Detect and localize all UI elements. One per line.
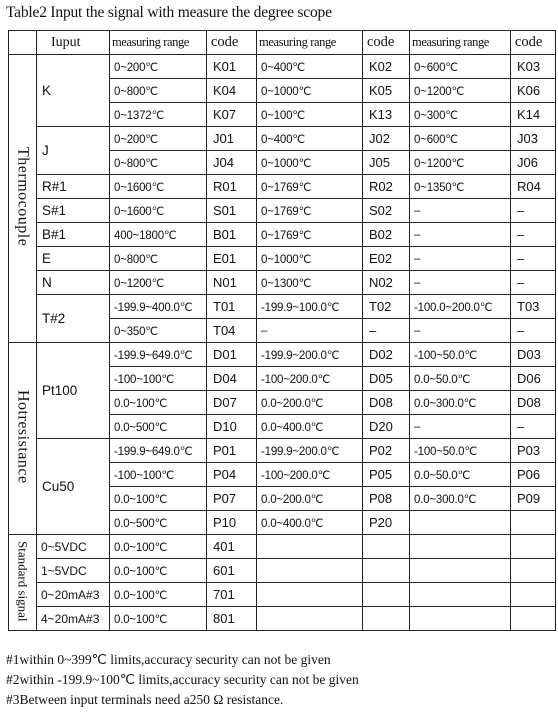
code-cell: P08 [363,487,410,511]
code-cell: D10 [207,415,257,439]
table-row [9,247,556,271]
table-row [9,127,556,151]
code-cell: J05 [363,151,410,175]
code-cell: 601 [207,559,257,583]
code-cell [511,607,556,631]
range-cell: – [410,247,511,271]
range-cell: -199.9~100.0℃ [257,295,363,319]
code-cell: N01 [207,271,257,295]
code-cell: – [511,319,556,343]
range-cell: 0.0~400.0℃ [257,511,363,535]
category-label: Hotresistance [14,390,32,484]
code-cell: D02 [363,343,410,367]
range-cell [410,559,511,583]
input-type-cell: 1~5VDC [37,559,110,583]
range-cell: 0.0~100℃ [110,583,207,607]
range-cell: 0~200℃ [110,55,207,79]
range-cell: -100~50.0℃ [410,439,511,463]
table-title: Table2 Input the signal with measure the degree scope [6,4,332,21]
range-cell: 0~300℃ [410,103,511,127]
table-row [9,583,556,607]
code-cell [363,583,410,607]
code-cell [363,535,410,559]
range-cell: 0.0~50.0℃ [410,367,511,391]
code-cell: J06 [511,151,556,175]
code-cell: T01 [207,295,257,319]
code-cell: B02 [363,223,410,247]
code-cell [363,607,410,631]
code-cell [511,535,556,559]
code-cell: K13 [363,103,410,127]
input-type-cell: Cu50 [37,439,110,535]
table-row [9,223,556,247]
code-cell: P03 [511,439,556,463]
code-cell: D04 [207,367,257,391]
header-row [9,31,556,55]
footnote: #1within 0~399℃ limits,accuracy security can not be given [6,652,331,667]
range-cell: 0~1769℃ [257,223,363,247]
header-corner [9,31,37,55]
code-cell [511,559,556,583]
code-cell: 401 [207,535,257,559]
code-cell: J04 [207,151,257,175]
range-cell [257,559,363,583]
range-cell: 0.0~200.0℃ [257,391,363,415]
code-cell: K02 [363,55,410,79]
range-cell: 0~1000℃ [257,151,363,175]
code-cell: P09 [511,487,556,511]
code-cell: K05 [363,79,410,103]
code-cell: P20 [363,511,410,535]
code-cell: N02 [363,271,410,295]
range-cell: 0~1200℃ [410,151,511,175]
range-cell: – [410,223,511,247]
code-cell: R01 [207,175,257,199]
input-type-cell: T#2 [37,295,110,343]
code-cell [511,511,556,535]
range-cell: -199.9~200.0℃ [257,343,363,367]
input-type-cell: 0~5VDC [37,535,110,559]
footnote: #3Between input terminals need a250 Ω resistance. [6,692,284,707]
code-cell: P07 [207,487,257,511]
code-cell [511,583,556,607]
range-cell: 0~1000℃ [257,247,363,271]
range-cell: 0~400℃ [257,55,363,79]
code-cell: K07 [207,103,257,127]
code-cell: P02 [363,439,410,463]
input-type-cell: 0~20mA#3 [37,583,110,607]
range-cell: 0~1300℃ [257,271,363,295]
code-cell: – [363,319,410,343]
table-row [9,295,556,319]
range-cell: -100~100℃ [110,367,207,391]
range-cell [410,607,511,631]
range-cell: 0~800℃ [110,247,207,271]
code-cell: J02 [363,127,410,151]
table-row [9,439,556,463]
table-row [9,535,556,559]
range-cell: -100.0~200.0℃ [410,295,511,319]
range-cell [257,535,363,559]
range-cell: 0~1769℃ [257,175,363,199]
code-cell: – [511,247,556,271]
category-label: Thermocouple [14,147,32,247]
range-cell: -199.9~649.0℃ [110,439,207,463]
code-cell: P01 [207,439,257,463]
input-type-cell: E [37,247,110,271]
code-cell: R02 [363,175,410,199]
range-cell: 0~800℃ [110,151,207,175]
code-cell: S01 [207,199,257,223]
category-cell [9,55,37,343]
header-code: code [511,31,556,55]
range-cell: 0.0~200.0℃ [257,487,363,511]
range-cell: 0.0~300.0℃ [410,487,511,511]
range-cell: 0~1372℃ [110,103,207,127]
range-cell [257,583,363,607]
range-cell: 0~600℃ [410,55,511,79]
header-code: code [207,31,257,55]
code-cell: T02 [363,295,410,319]
range-cell: 0~400℃ [257,127,363,151]
table-row [9,175,556,199]
range-cell: 0~1200℃ [410,79,511,103]
code-cell: D05 [363,367,410,391]
range-cell: 0.0~100℃ [110,535,207,559]
range-cell: 0.0~500℃ [110,415,207,439]
code-cell: P10 [207,511,257,535]
header-measuring-range: measuring range [110,31,207,55]
code-cell: K03 [511,55,556,79]
range-cell: 0.0~400.0℃ [257,415,363,439]
range-cell: – [410,199,511,223]
range-cell [257,607,363,631]
code-cell: E02 [363,247,410,271]
code-cell: J03 [511,127,556,151]
category-label: Standard signal [15,540,31,622]
range-cell: 0.0~50.0℃ [410,463,511,487]
range-cell: -100~200.0℃ [257,463,363,487]
input-type-cell: J [37,127,110,175]
table-row [9,271,556,295]
footnote: #2within -199.9~100℃ limits,accuracy security can not be given [6,672,359,687]
code-cell: B01 [207,223,257,247]
signal-range-table [8,30,556,631]
range-cell: 0~800℃ [110,79,207,103]
range-cell: 0.0~100℃ [110,559,207,583]
code-cell: D06 [511,367,556,391]
code-cell: 801 [207,607,257,631]
code-cell: R04 [511,175,556,199]
range-cell: 0.0~100℃ [110,391,207,415]
input-type-cell: R#1 [37,175,110,199]
table-row [9,55,556,79]
table-row [9,343,556,367]
code-cell: D01 [207,343,257,367]
range-cell [410,535,511,559]
range-cell: 0.0~500℃ [110,511,207,535]
category-cell [9,343,37,535]
code-cell: D08 [363,391,410,415]
code-cell: T04 [207,319,257,343]
range-cell: 0.0~100℃ [110,487,207,511]
code-cell: K01 [207,55,257,79]
category-cell [9,535,37,631]
range-cell: – [410,319,511,343]
code-cell: D20 [363,415,410,439]
range-cell: 0~200℃ [110,127,207,151]
table-row [9,607,556,631]
range-cell: -199.9~649.0℃ [110,343,207,367]
code-cell: D08 [511,391,556,415]
code-cell: 701 [207,583,257,607]
code-cell: – [511,223,556,247]
range-cell: -199.9~400.0℃ [110,295,207,319]
range-cell: 0~100℃ [257,103,363,127]
range-cell: 0~1000℃ [257,79,363,103]
range-cell: -100~200.0℃ [257,367,363,391]
code-cell: D03 [511,343,556,367]
input-type-cell: B#1 [37,223,110,247]
range-cell: 400~1800℃ [110,223,207,247]
range-cell: -100~100℃ [110,463,207,487]
input-type-cell: 4~20mA#3 [37,607,110,631]
code-cell: P06 [511,463,556,487]
range-cell: – [410,415,511,439]
table-row [9,199,556,223]
code-cell: – [511,415,556,439]
footnotes [6,650,359,710]
range-cell: 0.0~100℃ [110,607,207,631]
range-cell: 0~1600℃ [110,199,207,223]
code-cell: E01 [207,247,257,271]
code-cell: – [511,199,556,223]
range-cell: 0~350℃ [110,319,207,343]
header-code: code [363,31,410,55]
range-cell: 0~1769℃ [257,199,363,223]
input-type-cell: S#1 [37,199,110,223]
code-cell: K06 [511,79,556,103]
range-cell: – [410,271,511,295]
range-cell [410,583,511,607]
header-measuring-range: measuring range [257,31,363,55]
range-cell: -100~50.0℃ [410,343,511,367]
code-cell: K14 [511,103,556,127]
code-cell [363,559,410,583]
range-cell: 0~1600℃ [110,175,207,199]
code-cell: P04 [207,463,257,487]
input-type-cell: K [37,55,110,127]
code-cell: D07 [207,391,257,415]
code-cell: J01 [207,127,257,151]
input-type-cell: Pt100 [37,343,110,439]
header-input: Iuput [37,31,110,55]
code-cell: P05 [363,463,410,487]
input-type-cell: N [37,271,110,295]
range-cell [410,511,511,535]
code-cell: – [511,271,556,295]
header-measuring-range: measuring range [410,31,511,55]
table-row [9,559,556,583]
range-cell: 0~1350℃ [410,175,511,199]
range-cell: 0.0~300.0℃ [410,391,511,415]
code-cell: K04 [207,79,257,103]
code-cell: T03 [511,295,556,319]
range-cell: 0~1200℃ [110,271,207,295]
range-cell: 0~600℃ [410,127,511,151]
range-cell: – [257,319,363,343]
code-cell: S02 [363,199,410,223]
range-cell: -199.9~200.0℃ [257,439,363,463]
